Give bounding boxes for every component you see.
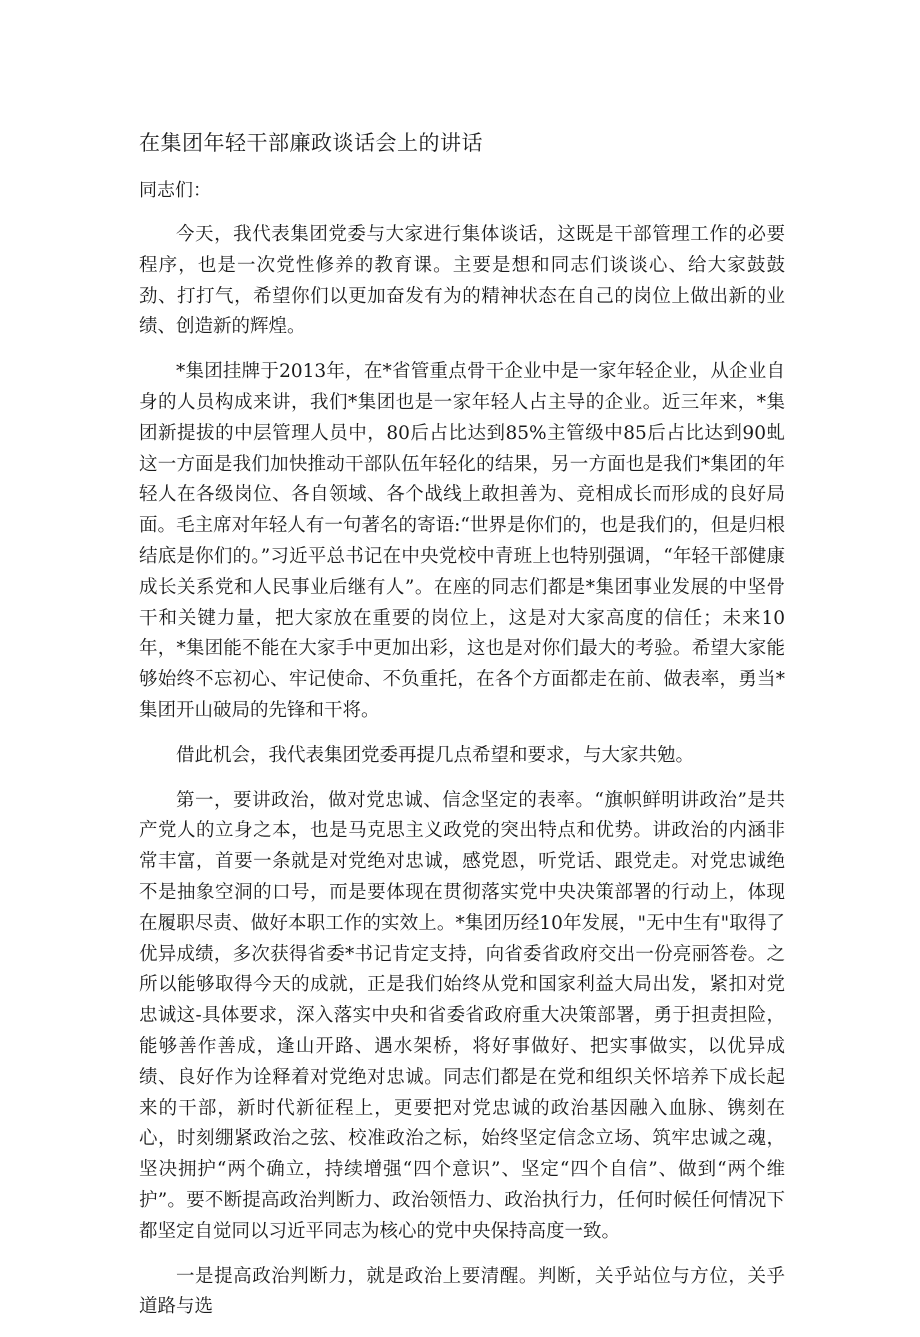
paragraph: 一是提高政治判断力，就是政治上要清醒。判断，关乎站位与方位，关乎道路与选	[139, 1265, 785, 1318]
salutation: 同志们：	[139, 180, 211, 201]
paragraph: 第一，要讲政治，做对党忠诚、信念坚定的表率。“旗帜鲜明讲政治”是共产党人的立身之本，也是马克思主义政党的突出特点和优势。讲政治的内涵非常丰富，首要一条就是对党绝对忠诚，感党恩，听党话、跟党走。对党忠诚绝不是抽象空洞的口号，而是要体现在贯彻落实党中央决策部署的行动上，体现在履职尽责、做好本职工作的实效上。*集团历经10年发展，"无中生有"取得了优异成绩，多次获得省委*书记肯定支持，向省委省政府交出一份亮丽答卷。之所以能够取得今天的成就，正是我们始终从党和国家利益大局出发，紧扣对党忠诚这-具体要求，深入落实中央和省委省政府重大决策部署，勇于担责担险，能够善作善成，逢山开路、遇水架桥，将好事做好、把实事做实，以优异成绩、良好作为诠释着对党绝对忠诚。同志们都是在党和组织关怀培养下成长起来的干部，新时代新征程上，更要把对党忠诚的政治基因融入血脉、镌刻在心，时刻绷紧政治之弦、校准政治之标，始终坚定信念立场、筑牢忠诚之魂，坚决拥护“两个确立，持续增强“四个意识”、坚定“四个自信”、做到“两个维护”。要不断提高政治判断力、政治领悟力、政治执行力，任何时候任何情况下都坚定自觉同以习近平同志为核心的党中央保持高度一致。	[139, 789, 785, 1242]
paragraph: *集团挂牌于2013年，在*省管重点骨干企业中是一家年轻企业，从企业自身的人员构成来讲，我们*集团也是一家年轻人占主导的企业。近三年来，*集团新提拔的中层管理人员中，80后占比达到85%主管级中85后占比达到90虬这一方面是我们加快推动干部队伍年轻化的结果，另一方面也是我们*集团的年轻人在各级岗位、各自领域、各个战线上敢担善为、竞相成长而形成的良好局面。毛主席对年轻人有一句著名的寄语:“世界是你们的，也是我们的，但是归根结底是你们的。”习近平总书记在中央党校中青班上也特别强调，“年轻干部健康成长关系党和人民事业后继有人”。在座的同志们都是*集团事业发展的中坚骨干和关键力量，把大家放在重要的岗位上，这是对大家高度的信任；未来10年，*集团能不能在大家手中更加出彩，这也是对你们最大的考验。希望大家能够始终不忘初心、牢记使命、不负重托，在各个方面都走在前、做表率，勇当*集团开山破局的先锋和干将。	[139, 361, 785, 721]
document-body	[139, 220, 785, 1337]
paragraph: 借此机会，我代表集团党委再提几点希望和要求，与大家共勉。	[176, 744, 695, 766]
document-title: 在集团年轻干部廉政谈话会上的讲话	[139, 131, 483, 155]
paragraph: 今天，我代表集团党委与大家进行集体谈话，这既是干部管理工作的必要程序，也是一次党性修养的教育课。主要是想和同志们谈谈心、给大家鼓鼓劲、打打气，希望你们以更加奋发有为的精神状态在自己的岗位上做出新的业绩、创造新的辉煌。	[139, 224, 785, 338]
